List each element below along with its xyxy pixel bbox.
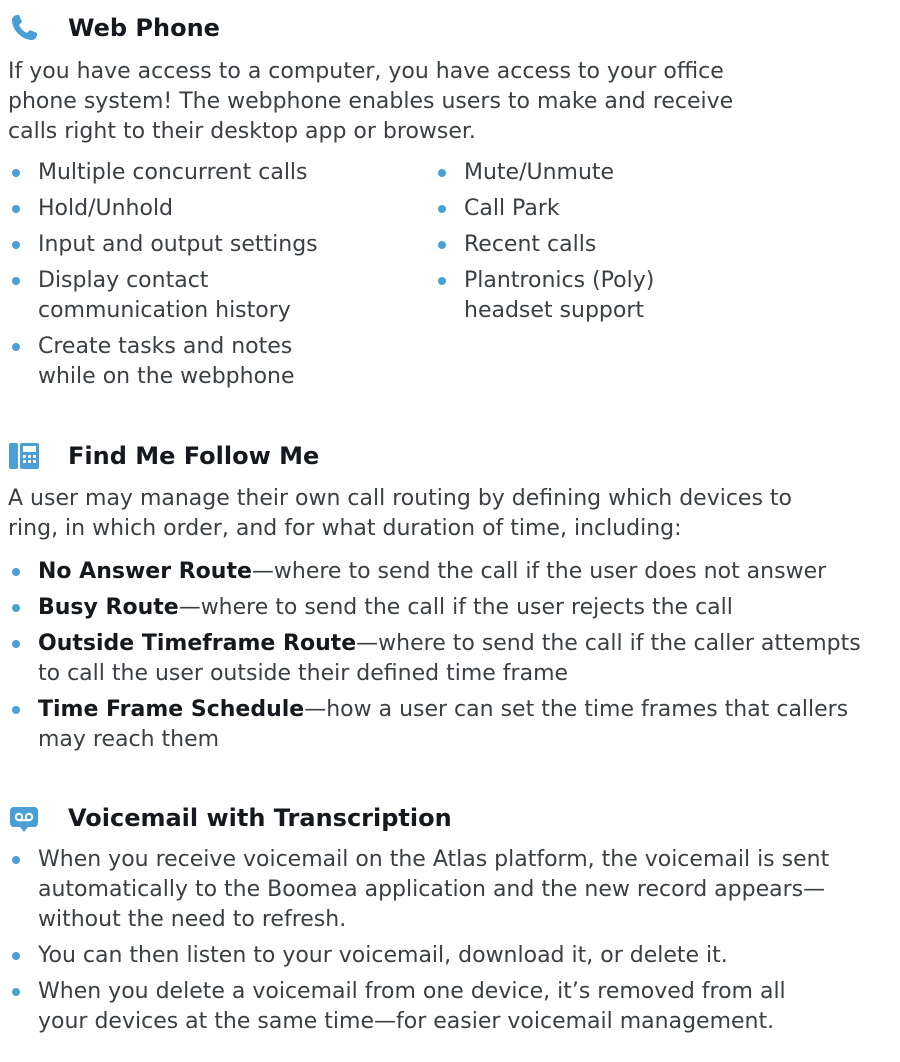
bullet-dot xyxy=(12,640,20,648)
intro-line: phone system! The webphone enables users to make and receive xyxy=(8,89,734,114)
voicemail-heading xyxy=(0,796,900,840)
feature-item: Multiple concurrent calls xyxy=(8,158,408,188)
route-item: Outside Timeframe Route—where to send the call if the caller attempts to call the user outside their defined time frame xyxy=(8,629,893,689)
feature-item: Recent calls xyxy=(434,230,874,260)
intro-line: ring, in which order, and for what duration of time, including: xyxy=(8,516,682,541)
desk-phone-icon xyxy=(8,440,40,472)
web-phone-heading xyxy=(0,6,900,50)
web-phone-section xyxy=(0,6,900,50)
route-item: Time Frame Schedule—how a user can set the time frames that callers may reach them xyxy=(8,695,893,755)
voicemail-item: When you delete a voicemail from one device, it’s removed from all your devices at the same time—for easier voicemail management. xyxy=(8,977,893,1037)
intro-line: A user may manage their own call routing by defining which devices to xyxy=(8,486,792,511)
bullet-dot xyxy=(12,952,20,960)
route-item: Busy Route—where to send the call if the user rejects the call xyxy=(8,593,893,623)
feature-item: Hold/Unhold xyxy=(8,194,408,224)
bullet-dot xyxy=(12,169,20,177)
web-phone-title: Web Phone xyxy=(68,14,220,42)
find-me-routes xyxy=(8,557,893,761)
feature-item: Call Park xyxy=(434,194,874,224)
find-me-heading xyxy=(0,434,900,478)
voicemail-items xyxy=(8,845,893,1043)
bullet-dot xyxy=(12,568,20,576)
bullet-dot xyxy=(438,205,446,213)
bullet-dot xyxy=(12,604,20,612)
bullet-dot xyxy=(438,277,446,285)
voicemail-icon xyxy=(8,802,40,834)
intro-line: If you have access to a computer, you have access to your office xyxy=(8,59,724,84)
phone-icon xyxy=(8,12,40,44)
voicemail-item: When you receive voicemail on the Atlas platform, the voicemail is sent automatically to the Boomea application and the new record appears— without the need to refresh. xyxy=(8,845,893,935)
bullet-dot xyxy=(12,856,20,864)
voicemail-section xyxy=(0,796,900,840)
web-phone-features-left xyxy=(8,158,408,398)
voicemail-title: Voicemail with Transcription xyxy=(68,804,452,832)
bullet-dot xyxy=(438,169,446,177)
bullet-dot xyxy=(12,205,20,213)
find-me-intro xyxy=(8,484,792,544)
intro-line: calls right to their desktop app or browser. xyxy=(8,119,476,144)
web-phone-intro xyxy=(8,57,733,147)
feature-item: Display contact communication history xyxy=(8,266,408,326)
feature-item: Mute/Unmute xyxy=(434,158,874,188)
feature-item: Plantronics (Poly) headset support xyxy=(434,266,874,326)
bullet-dot xyxy=(12,706,20,714)
find-me-title: Find Me Follow Me xyxy=(68,442,320,470)
find-me-section xyxy=(0,434,900,478)
feature-item: Create tasks and notes while on the webphone xyxy=(8,332,408,392)
bullet-dot xyxy=(12,988,20,996)
web-phone-features-right xyxy=(434,158,874,332)
bullet-dot xyxy=(438,241,446,249)
route-item: No Answer Route—where to send the call if the user does not answer xyxy=(8,557,893,587)
voicemail-item: You can then listen to your voicemail, download it, or delete it. xyxy=(8,941,893,971)
bullet-dot xyxy=(12,277,20,285)
feature-item: Input and output settings xyxy=(8,230,408,260)
bullet-dot xyxy=(12,343,20,351)
bullet-dot xyxy=(12,241,20,249)
